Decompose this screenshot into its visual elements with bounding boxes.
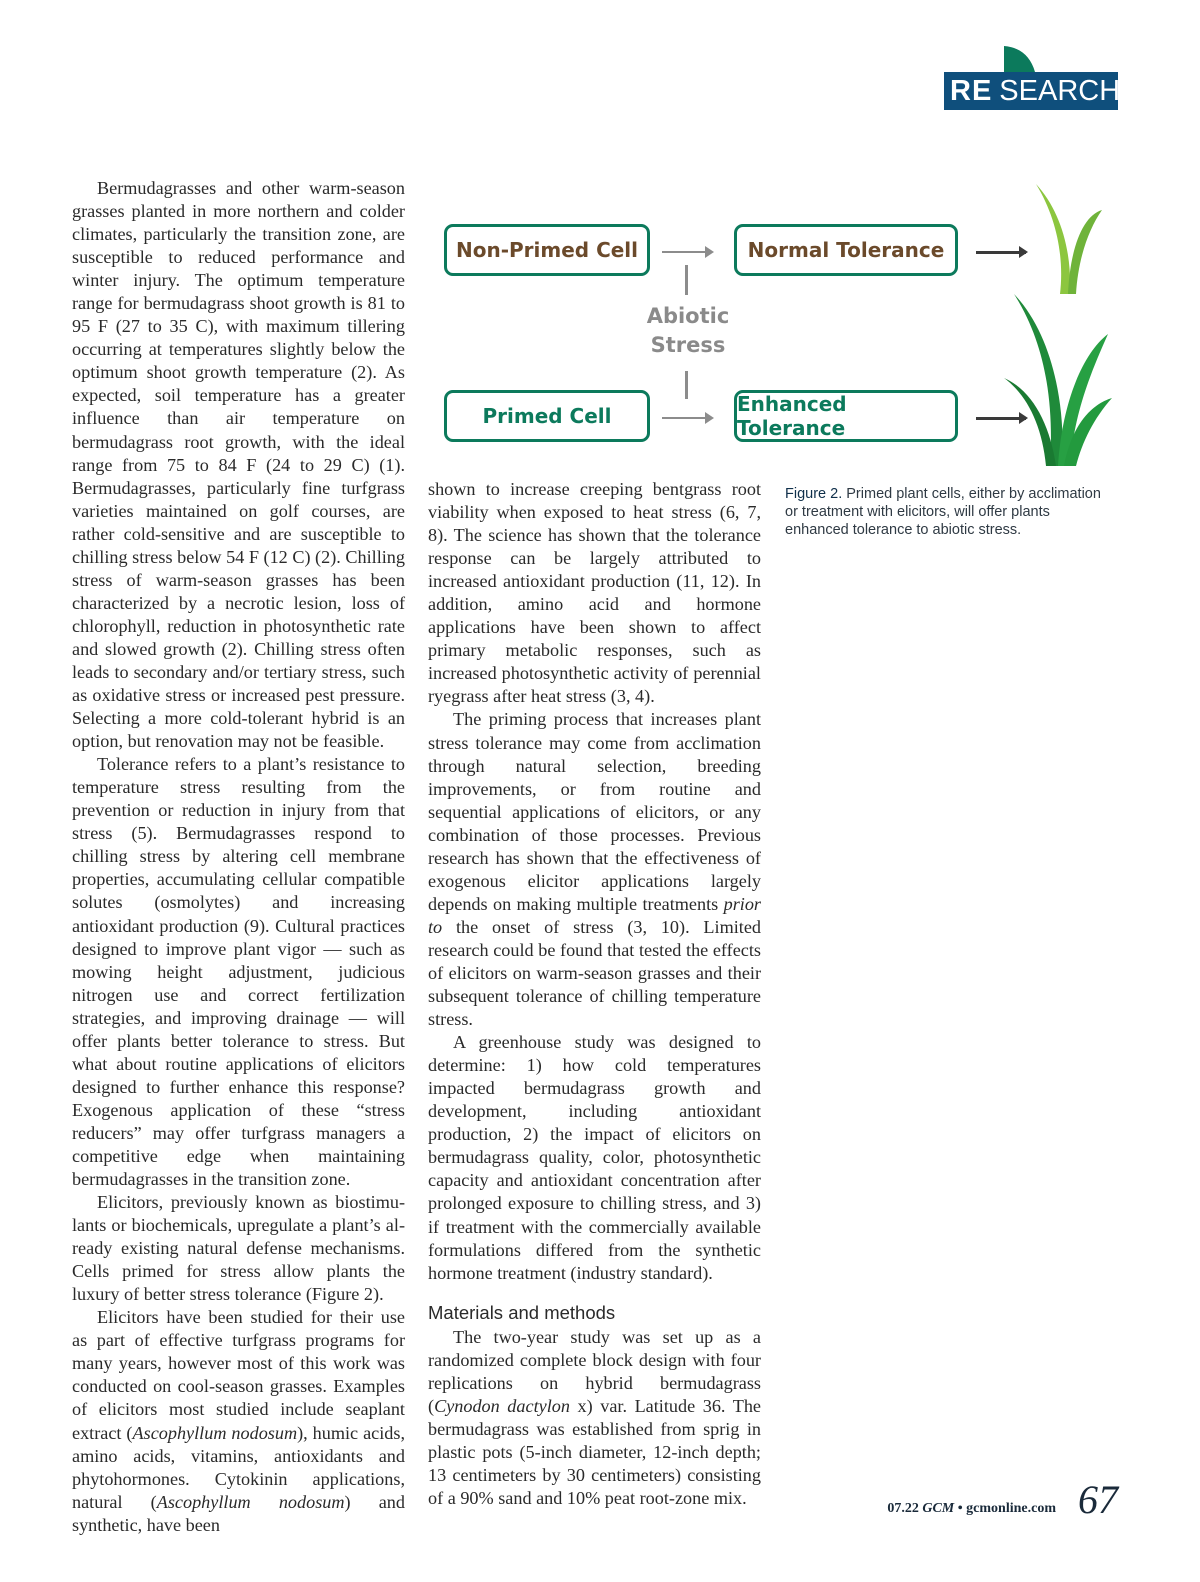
paragraph: A greenhouse study was designed to determine: 1) how cold temperatures impacted bermudagrass growth and development, including antioxidant production, 2) the impact of elicitors on bermudagrass quality, color, photosynthetic capacity and antioxidant concentration after prolonged exposure to chilling stress, and 3) if treatment with the commercially available formulations differed from the synthetic hormone treatment (industry standard).	[428, 1032, 761, 1283]
logo-re-text: RE	[950, 74, 993, 107]
section-heading: Materials and methods	[428, 1301, 616, 1323]
paragraph	[428, 1326, 761, 1510]
stress-label-line: Stress	[650, 333, 726, 357]
logo-search-text: SEARCH	[999, 74, 1121, 107]
text-run: the onset of stress (3, 10). Limited research could be found that tested the effects of elicitors on warm-season grasses and their subsequent tolerance of chilling temperature stress.	[428, 916, 761, 1030]
figure-2-diagram	[436, 178, 1116, 470]
text-run: ) and synthetic, have been	[72, 1491, 405, 1535]
species-name: Cynodon dactylon	[434, 1395, 570, 1416]
divider-line	[685, 265, 688, 295]
emphasis-text: prior to	[428, 893, 761, 937]
magazine-name: GCM	[922, 1501, 955, 1516]
small-grass-icon	[1030, 180, 1106, 294]
normal-tolerance-box: Normal Tolerance	[734, 224, 958, 276]
article-column-left	[72, 177, 405, 1537]
abiotic-stress-label	[636, 302, 740, 360]
arrow-icon	[976, 251, 1026, 254]
divider-line	[685, 371, 688, 399]
species-name: Ascophyllum nodosum	[132, 1422, 298, 1443]
arrow-icon	[662, 251, 712, 253]
issue-date: 07.22	[887, 1501, 919, 1516]
paragraph: Bermudagrasses and other warm-season grasses planted in more northern and colder climates, particularly the transition zone, are susceptible to reduced performance and winter injury. The optimum temperature range for bermudagrass shoot growth is 81 to 95 F (27 to 35 C), with maximum tillering occurring at temperatures slightly below the optimum shoot growth temperature (2). As expected, soil temperature has a greater influence than air temperature on bermudagrass root growth, with the ideal range from 75 to 84 F (24 to 29 C) (1). Bermudagrasses, particularly fine turfgrass varieties maintained on golf courses, are rather cold-sensitive and are susceptible to chilling stress below 54 F (12 C) (2). Chilling stress of warm-season grasses has been characterized by a necrotic lesion, loss of chlorophyll, reduction in photosynthetic rate and slowed growth (2). Chilling stress often leads to secondary and/or tertiary stress, such as oxidative stress or increased pest pressure. Selecting a more cold-tolerant hybrid is an option, but renovation may not be feasible.	[72, 178, 405, 752]
non-primed-cell-box: Non-Primed Cell	[444, 224, 650, 276]
text-run: The two-year study was set up as a randomized complete block design with four replications on hybrid bermudagrass (	[428, 1326, 761, 1416]
leaf-logo-icon	[1002, 44, 1036, 72]
large-grass-icon	[1002, 294, 1112, 466]
text-run: The priming process that increases plant stress tolerance may come from acclimation through natural selection, breeding improvements, or from routine and sequential applications of elicitors, or any combination of those processes. Previous research has shown that the effectiveness of exogenous elicitor applications largely depends on making multiple treatments	[428, 709, 761, 914]
paragraph: Elicitors, previously known as biostimulants or biochemicals, upregulate a plant’s already existing natural defense mechanisms. Cells primed for stress allow plants the luxury of better stress tolerance (Figure 2).	[72, 1192, 405, 1305]
paragraph	[428, 708, 761, 1031]
text-run: Elicitors have been studied for their use as part of effective turfgrass programs for many years, however most of this work was conducted on cool-season grasses. Examples of elicitors most studied include seaplant extract (	[72, 1307, 405, 1443]
paragraph	[72, 1306, 405, 1536]
arrow-icon	[662, 417, 712, 419]
figure-caption	[785, 485, 1105, 539]
page-footer	[887, 1501, 1056, 1517]
footer-bullet: •	[957, 1501, 963, 1516]
paragraph: shown to increase creeping bentgrass root viability when exposed to heat stress (6, 7, 8). The science has shown that the tolerance response can be largely attributed to increased antioxidant production (11, 12). In addition, amino acid and hormone applications have been shown to affect primary metabolic responses, such as increased photosynthetic activity of perennial ryegrass after heat stress (3, 4).	[428, 479, 761, 707]
species-name: Ascophyllum nodosum	[156, 1491, 345, 1512]
logo-wordmark	[944, 72, 1121, 110]
abiotic-label-line: Abiotic	[646, 304, 730, 328]
paragraph: Tolerance refers to a plant’s resistance to temperature stress resulting from the prevention or reduction in injury from that stress (5). Bermudagrasses respond to chilling stress by altering cell membrane properties, accumulating cellular compatible solutes (osmolytes) and increasing antioxidant production (9). Cultural practices designed to improve plant vigor — such as mowing height adjustment, judicious nitrogen use and correct fertilization strategies, and improving drainage — will offer plants better tolerance to stress. But what about routine applications of elicitors designed to further enhance this response? Exogenous application of these “stress reducers” may offer turfgrass managers a competitive edge when maintaining bermudagrasses in the transition zone.	[72, 754, 405, 1190]
caption-label: Figure 2.	[785, 486, 843, 502]
text-run: x) var. Latitude 36. The bermudagrass was established from sprig in plastic pots (5-inch diameter, 12-inch depth; 13 centimeters by 30 centimeters) consisting of a 90% sand and 10% peat root-zone mix.	[428, 1395, 761, 1508]
research-logo	[944, 44, 1121, 112]
enhanced-tolerance-box: Enhanced Tolerance	[734, 390, 958, 442]
article-column-right	[428, 478, 761, 1510]
text-run: ), humic acids, amino acids, vitamins, antioxidants and phytohormones. Cytokinin applications, natural (	[72, 1422, 405, 1512]
primed-cell-box: Primed Cell	[444, 390, 650, 442]
website-text: gcmonline.com	[966, 1501, 1056, 1516]
page-number: 67	[1078, 1477, 1118, 1522]
caption-text: Primed plant cells, either by acclimation or treatment with elicitors, will offer plants enhanced tolerance to abiotic stress.	[785, 486, 1101, 538]
